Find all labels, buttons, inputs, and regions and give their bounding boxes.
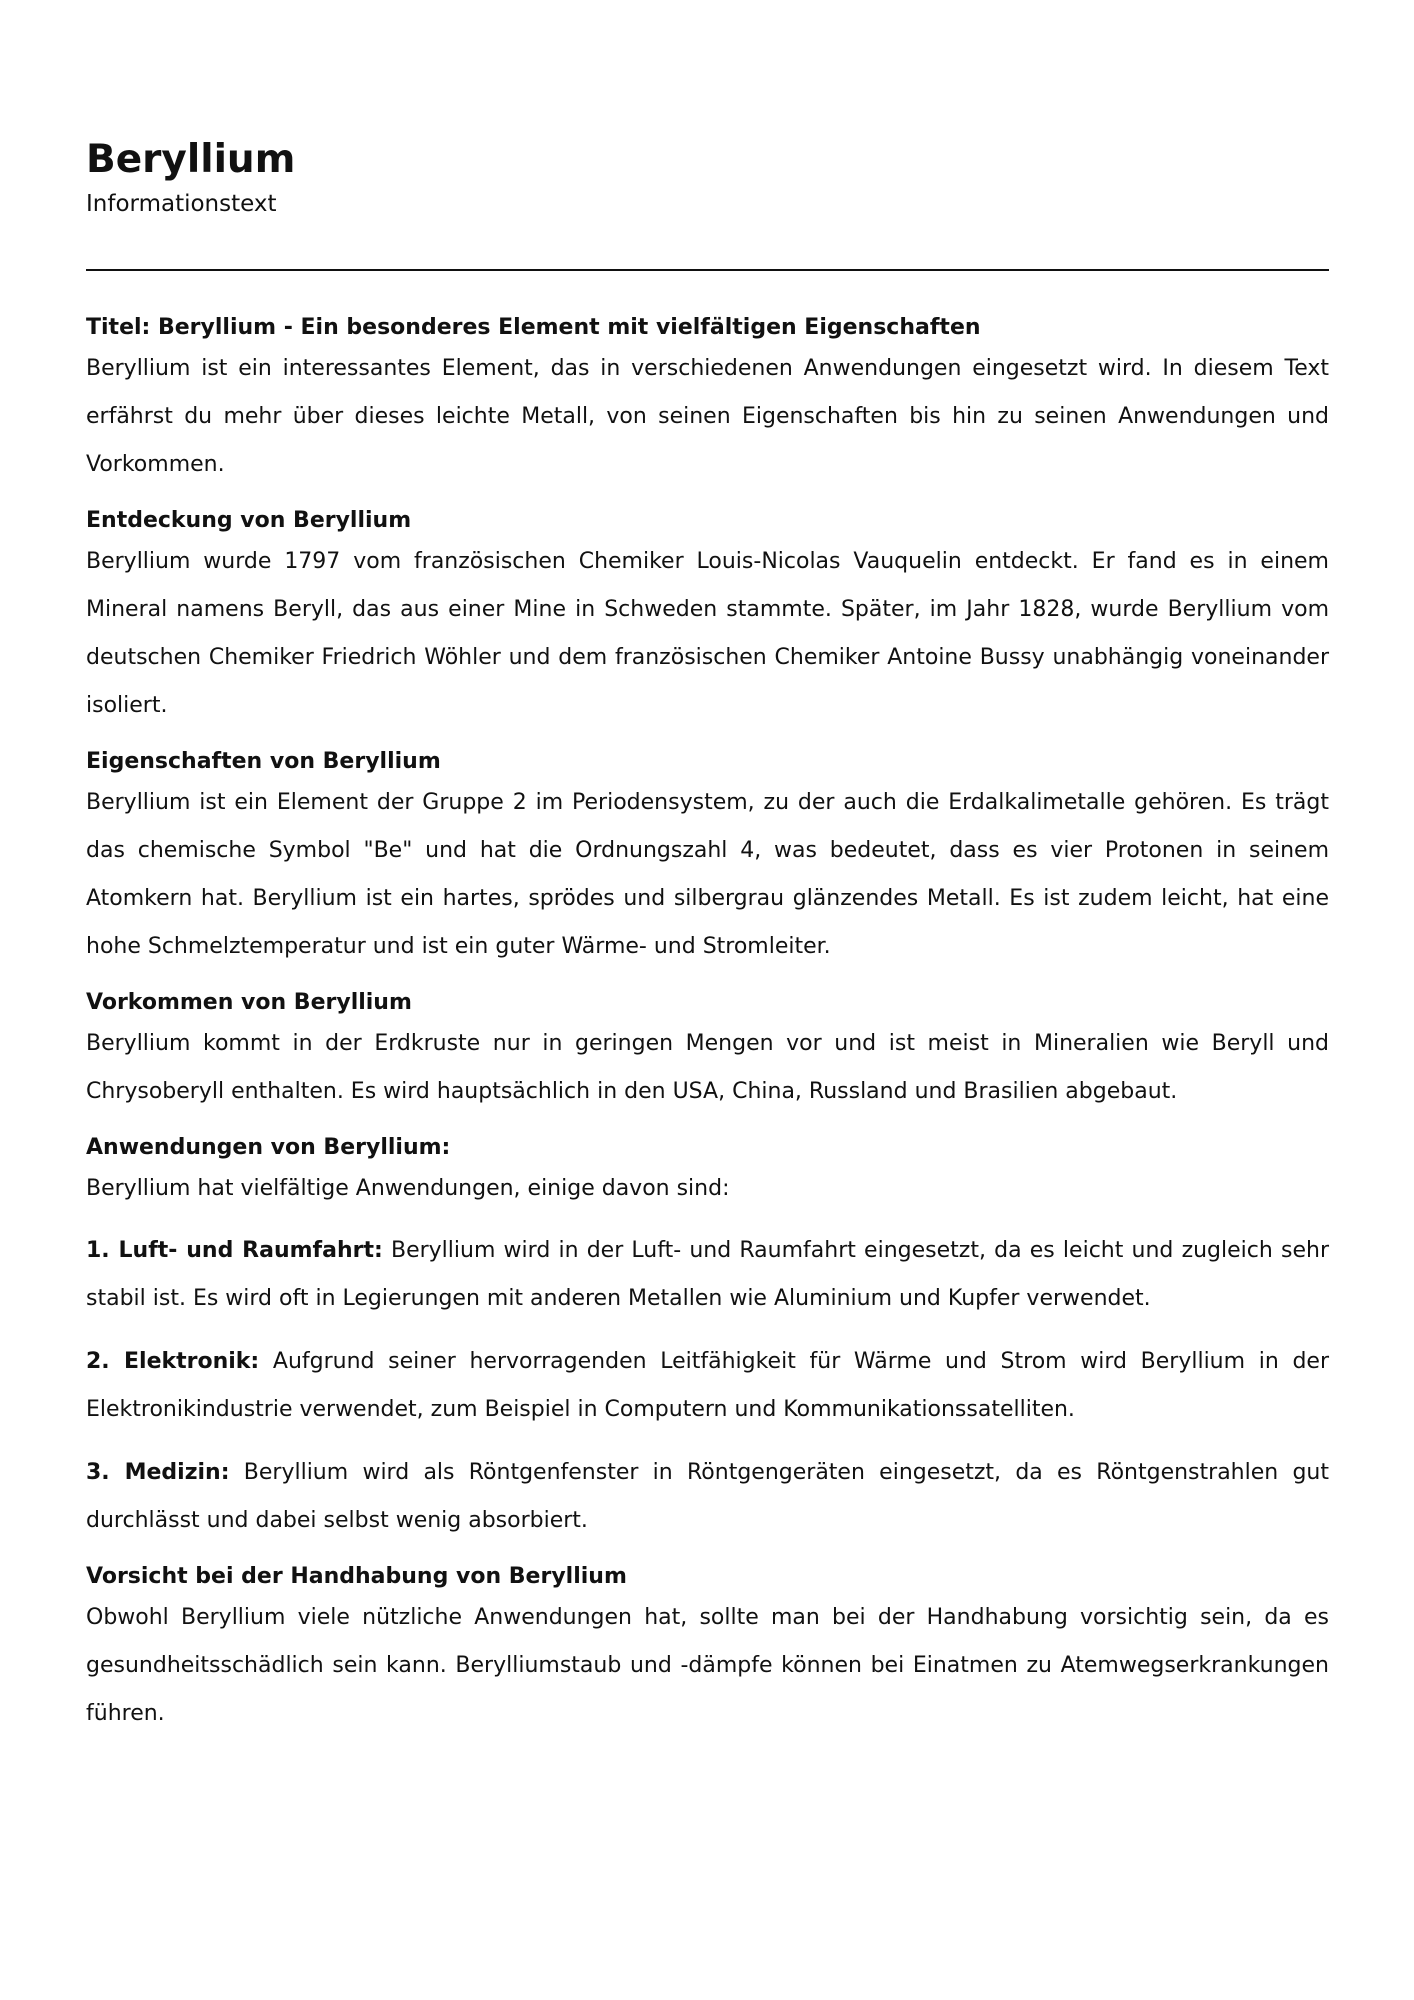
section-intro (86, 311, 1329, 489)
list-item-label: 2. Elektronik: (86, 1349, 260, 1374)
section-text: Obwohl Beryllium viele nützliche Anwendungen hat, sollte man bei der Handhabung vorsichtig sein, da es gesundheitsschädlich sein kann. Berylliumstaub und -dämpfe können bei Einatmen zu Atemwegserkrankungen führen. (86, 1605, 1329, 1726)
section-text: Beryllium wurde 1797 vom französischen Chemiker Louis-Nicolas Vauquelin entdeckt. Er fand es in einem Mineral namens Beryll, das aus einer Mine in Schweden stammte. Später, im Jahr 1828, wurde Beryllium vom deutschen Chemiker Friedrich Wöhler und dem französischen Chemiker Antoine Bussy unabhängig voneinander isoliert. (86, 549, 1329, 718)
list-item (86, 1449, 1329, 1545)
section-properties (86, 745, 1329, 971)
document-title: Beryllium (86, 137, 296, 182)
section-heading: Titel: Beryllium - Ein besonderes Element mit vielfältigen Eigenschaften (86, 315, 981, 340)
list-item (86, 1338, 1329, 1434)
document-subtitle: Informationstext (86, 191, 277, 217)
section-discovery (86, 504, 1329, 730)
section-text: Beryllium ist ein interessantes Element, das in verschiedenen Anwendungen eingesetzt wird. In diesem Text erfährst du mehr über dieses leichte Metall, von seinen Eigenschaften bis hin zu seinen Anwendungen und Vorkommen. (86, 356, 1329, 477)
horizontal-divider (86, 269, 1329, 271)
list-item-label: 3. Medizin: (86, 1460, 230, 1485)
section-heading: Entdeckung von Beryllium (86, 508, 412, 533)
section-text: Beryllium hat vielfältige Anwendungen, einige davon sind: (86, 1176, 730, 1201)
list-item-label: 1. Luft- und Raumfahrt: (86, 1238, 383, 1263)
section-occurrence (86, 986, 1329, 1116)
section-heading: Anwendungen von Beryllium: (86, 1135, 451, 1160)
section-heading: Vorsicht bei der Handhabung von Beryllium (86, 1564, 627, 1589)
list-item-text: Beryllium wird in der Luft- und Raumfahrt eingesetzt, da es leicht und zugleich sehr stabil ist. Es wird oft in Legierungen mit anderen Metallen wie Aluminium und Kupfer verwendet. (86, 1238, 1329, 1311)
document-body (86, 311, 1329, 1753)
section-heading: Eigenschaften von Beryllium (86, 749, 441, 774)
section-caution (86, 1560, 1329, 1738)
section-text: Beryllium ist ein Element der Gruppe 2 im Periodensystem, zu der auch die Erdalkalimetalle gehören. Es trägt das chemische Symbol "Be" und hat die Ordnungszahl 4, was bedeutet, dass es vier Protonen in seinem Atomkern hat. Beryllium ist ein hartes, sprödes und silbergrau glänzendes Metall. Es ist zudem leicht, hat eine hohe Schmelztemperatur und ist ein guter Wärme- und Stromleiter. (86, 790, 1329, 959)
section-text: Beryllium kommt in der Erdkruste nur in geringen Mengen vor und ist meist in Mineralien wie Beryll und Chrysoberyll enthalten. Es wird hauptsächlich in den USA, China, Russland und Brasilien abgebaut. (86, 1031, 1329, 1104)
list-item (86, 1227, 1329, 1323)
list-item-text: Aufgrund seiner hervorragenden Leitfähigkeit für Wärme und Strom wird Beryllium in der Elektronikindustrie verwendet, zum Beispiel in Computern und Kommunikationssatelliten. (86, 1349, 1329, 1422)
section-applications (86, 1131, 1329, 1545)
list-item-text: Beryllium wird als Röntgenfenster in Röntgengeräten eingesetzt, da es Röntgenstrahlen gut durchlässt und dabei selbst wenig absorbiert. (86, 1460, 1330, 1533)
section-heading: Vorkommen von Beryllium (86, 990, 412, 1015)
